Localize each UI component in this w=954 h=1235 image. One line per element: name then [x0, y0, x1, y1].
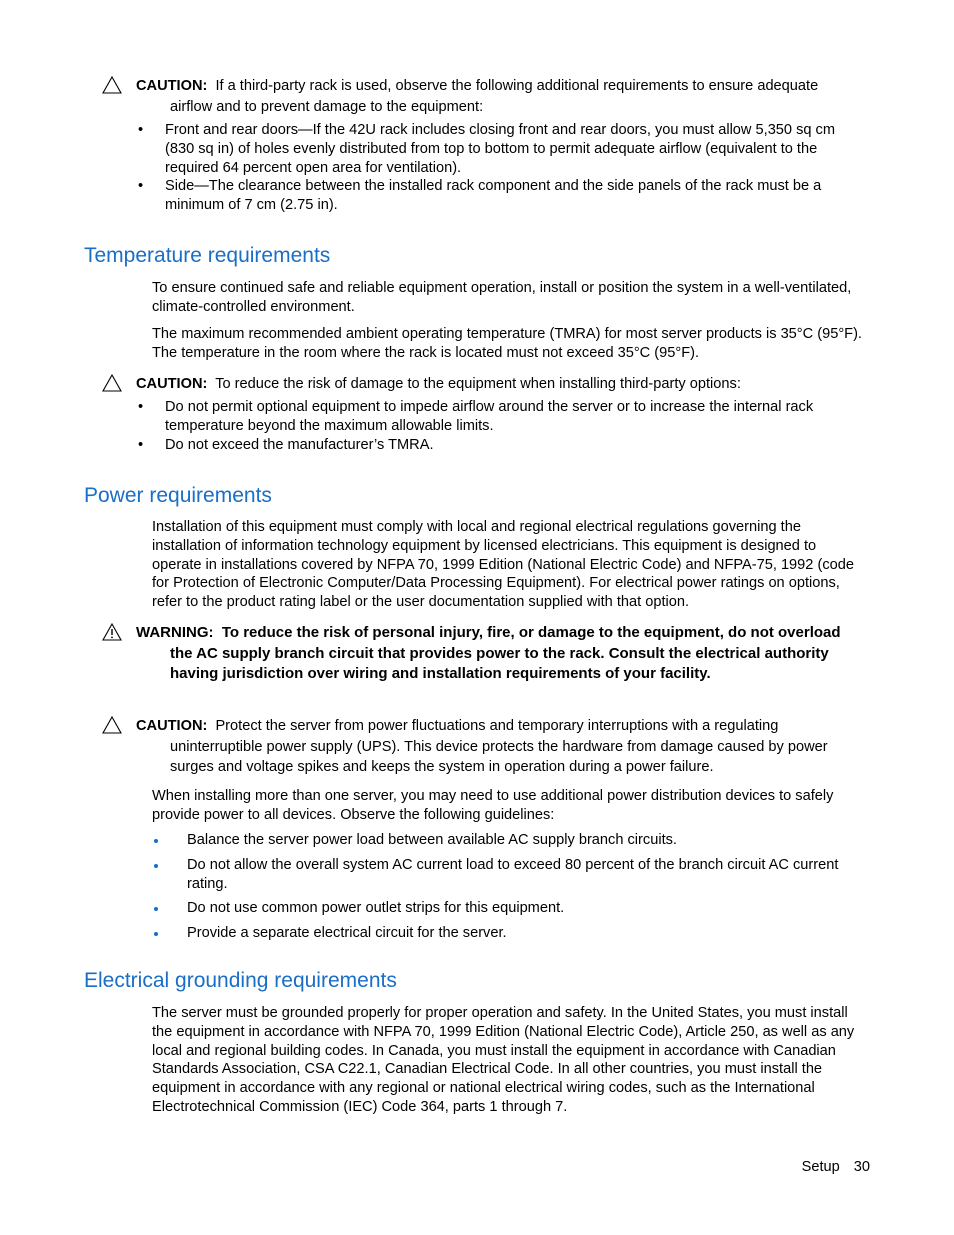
caution-label: CAUTION: [136, 718, 208, 734]
bullet-icon: • [138, 399, 144, 415]
caution-rack-text [136, 76, 862, 117]
list-item [152, 856, 842, 894]
list-item-text: Do not allow the overall system AC current load to exceed 80 percent of the branch circuit AC current rating. [187, 856, 839, 892]
temperature-paragraph-2: The maximum recommended ambient operating temperature (TMRA) for most server products is 35°C (95°F). The temperature in the room where the rack is located must not exceed 35°C (95°F). [152, 326, 862, 361]
warning-triangle-icon [102, 623, 122, 641]
bullet-icon: • [138, 122, 144, 138]
caution-triangle-icon [102, 716, 122, 734]
power-warning-text [136, 623, 862, 685]
temperature-caution-text [136, 374, 862, 395]
bullet-icon [154, 907, 158, 911]
list-item [152, 924, 842, 943]
temperature-paragraph-1: To ensure continued safe and reliable equipment operation, install or position the system in a well-ventilated, climate-controlled environment. [152, 280, 852, 315]
caution-triangle-icon [102, 76, 122, 94]
temperature-heading: Temperature requirements [84, 244, 331, 267]
power-guidelines-list [152, 831, 842, 949]
caution-rack-bullets [136, 121, 856, 215]
bullet-icon: • [138, 178, 144, 195]
caution-body: If a third-party rack is used, observe the following additional requirements to ensure adequate airflow and to prevent damage to the equipment: [170, 78, 819, 115]
caution-label: CAUTION: [136, 78, 208, 94]
power-warning-notice [102, 623, 862, 685]
power-guidelines-intro: When installing more than one server, you may need to use additional power distribution devices to safely provide power to all devices. Observe the following guidelines: [152, 788, 834, 823]
bullet-icon [154, 839, 158, 843]
footer-section: Setup [801, 1159, 840, 1175]
list-item-text: Do not exceed the manufacturer’s TMRA. [165, 436, 434, 453]
temperature-caution-notice [102, 374, 862, 395]
power-caution-text [136, 716, 862, 778]
caution-triangle-icon [102, 374, 122, 392]
list-item [136, 121, 856, 177]
list-item-text: Do not use common power outlet strips for this equipment. [187, 900, 565, 917]
list-item-text: Front and rear doors—If the 42U rack includes closing front and rear doors, you must allow 5,350 sq cm (830 sq in) of holes evenly distributed from top to bottom to permit adequate airflow (equivalent to the required 64 percent open area for ventilation). [165, 122, 836, 176]
caution-body: To reduce the risk of damage to the equipment when installing third-party options: [215, 376, 741, 392]
list-item [152, 831, 842, 850]
power-heading: Power requirements [84, 484, 272, 507]
bullet-icon: • [138, 436, 144, 453]
power-paragraph: Installation of this equipment must comply with local and regional electrical regulations governing the installation of information technology equipment by licensed electricians. This equipment is designed to operate in installations covered by NFPA 70, 1999 Edition (National Electric Code) and NFPA-75, 1992 (code for Protection of Electronic Computer/Data Processing Equipment). For electrical power ratings on options, refer to the product rating label or the user documentation supplied with that option. [152, 519, 854, 611]
list-item-text: Do not permit optional equipment to impede airflow around the server or to increase the internal rack temperature beyond the maximum allowable limits. [165, 399, 814, 434]
power-caution-notice [102, 716, 862, 778]
temperature-caution-bullets [136, 398, 856, 454]
warning-label: WARNING: [136, 624, 214, 641]
caution-body: Protect the server from power fluctuations and temporary interruptions with a regulating uninterruptible power supply (UPS). This device protects the hardware from damage caused by power surges and voltage spikes and keeps the system in operation during a power failure. [170, 718, 828, 775]
caution-rack-notice [102, 76, 862, 117]
bullet-icon [154, 864, 158, 868]
list-item [136, 436, 856, 455]
caution-label: CAUTION: [136, 376, 208, 392]
page-number: 30 [853, 1159, 870, 1175]
list-item-text: Balance the server power load between available AC supply branch circuits. [187, 832, 677, 848]
bullet-icon [154, 932, 158, 936]
list-item [136, 177, 856, 215]
list-item-text: Side—The clearance between the installed rack component and the side panels of the rack must be a minimum of 7 cm (2.75 in). [165, 178, 822, 214]
warning-body: To reduce the risk of personal injury, fire, or damage to the equipment, do not overload the AC supply branch circuit that provides power to the rack. Consult the electrical authority having jurisdiction over wiring and installation requirements of your facility. [170, 624, 841, 682]
list-item-text: Provide a separate electrical circuit for the server. [187, 925, 507, 942]
page-footer [802, 1158, 870, 1177]
list-item [152, 899, 842, 918]
grounding-paragraph: The server must be grounded properly for proper operation and safety. In the United States, you must install the equipment in accordance with NFPA 70, 1999 Edition (National Electric Code), Article 250, as well as any local and regional building codes. In Canada, you must install the equipment in accordance with Canadian Standards Association, CSA C22.1, Canadian Electrical Code. In all other countries, you must install the equipment in accordance with any regional or national electrical wiring codes, such as the International Electrotechnical Commission (IEC) Code 364, parts 1 through 7. [152, 1005, 855, 1115]
grounding-heading: Electrical grounding requirements [84, 969, 397, 992]
list-item [136, 398, 856, 436]
